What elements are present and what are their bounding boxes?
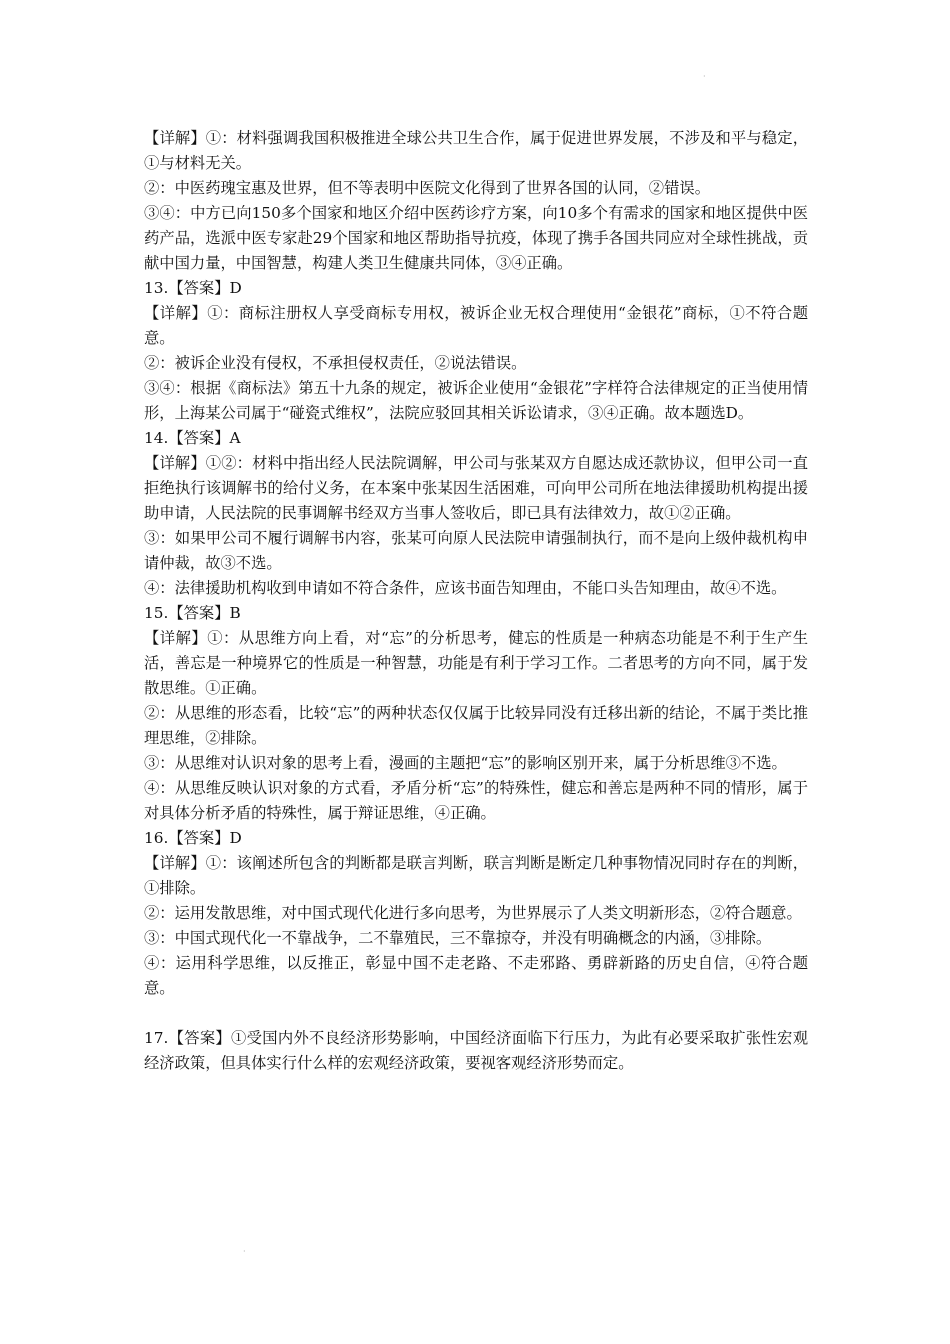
- q15-detail-1: 【详解】①：从思维方向上看，对“忘”的分析思考，健忘的性质是一种病态功能是不利于生产生活，善忘是一种境界它的性质是一种智慧，功能是有利于学习工作。二者思考的方向不同，属于发散思维。①正确。: [144, 629, 808, 697]
- q17-answer: 17.【答案】①受国内外不良经济形势影响，中国经济面临下行压力，为此有必要采取扩张性宏观经济政策，但具体实行什么样的宏观经济政策，要视客观经济形势而定。: [144, 1029, 808, 1072]
- q14-detail-2: ③：如果甲公司不履行调解书内容，张某可向原人民法院申请强制执行，而不是向上级仲裁机构申请仲裁，故③不选。: [144, 529, 808, 572]
- q15-answer: 15.【答案】B: [144, 604, 241, 622]
- q14-answer: 14.【答案】A: [144, 429, 241, 447]
- q16-detail-4: ④：运用科学思维，以反推正，彰显中国不走老路、不走邪路、勇辟新路的历史自信，④符合题意。: [144, 954, 808, 997]
- q13-detail-1: 【详解】①：商标注册权人享受商标专用权，被诉企业无权合理使用“金银花”商标，①不符合题意。: [144, 304, 808, 347]
- q12-detail-1: 【详解】①：材料强调我国积极推进全球公共卫生合作，属于促进世界发展，不涉及和平与稳定，①与材料无关。: [144, 129, 808, 172]
- q14-detail-1: 【详解】①②：材料中指出经人民法院调解，甲公司与张某双方自愿达成还款协议，但甲公司一直拒绝执行该调解书的给付义务，在本案中张某因生活困难，可向甲公司所在地法律援助机构提出援助申请，人民法院的民事调解书经双方当事人签收后，即已具有法律效力，故①②正确。: [144, 454, 808, 522]
- q15-detail-3: ③：从思维对认识对象的思考上看，漫画的主题把“忘”的影响区别开来，属于分析思维③不选。: [144, 754, 787, 772]
- q12-detail-3: ③④：中方已向150多个国家和地区介绍中医药诊疗方案，向10多个有需求的国家和地区提供中医药产品，选派中医专家赴29个国家和地区帮助指导抗疫，体现了携手各国共同应对全球性挑战，贡献中国力量，中国智慧，构建人类卫生健康共同体，③④正确。: [144, 204, 808, 272]
- q13-detail-2: ②：被诉企业没有侵权，不承担侵权责任，②说法错误。: [144, 354, 527, 372]
- bottom-dot-mark: ·: [243, 1247, 246, 1256]
- answer-explanations: [144, 126, 808, 1076]
- q16-detail-3: ③：中国式现代化一不靠战争，二不靠殖民，三不靠掠夺，并没有明确概念的内涵，③排除。: [144, 929, 772, 947]
- blank-line: [144, 1001, 808, 1026]
- q16-answer: 16.【答案】D: [144, 829, 242, 847]
- top-dot-mark: ·: [703, 72, 706, 81]
- q16-detail-2: ②：运用发散思维，对中国式现代化进行多向思考，为世界展示了人类文明新形态，②符合题意。: [144, 904, 802, 922]
- q15-detail-4: ④：从思维反映认识对象的方式看，矛盾分析“忘”的特殊性，健忘和善忘是两种不同的情形，属于对具体分析矛盾的特殊性，属于辩证思维，④正确。: [144, 779, 808, 822]
- q14-detail-3: ④：法律援助机构收到申请如不符合条件，应该书面告知理由，不能口头告知理由，故④不选。: [144, 579, 787, 597]
- q15-detail-2: ②：从思维的形态看，比较“忘”的两种状态仅仅属于比较异同没有迁移出新的结论，不属于类比推理思维，②排除。: [144, 704, 808, 747]
- q13-answer: 13.【答案】D: [144, 279, 242, 297]
- q16-detail-1: 【详解】①：该阐述所包含的判断都是联言判断，联言判断是断定几种事物情况同时存在的判断，①排除。: [144, 854, 808, 897]
- q13-detail-3: ③④：根据《商标法》第五十九条的规定，被诉企业使用“金银花”字样符合法律规定的正当使用情形，上海某公司属于“碰瓷式维权”，法院应驳回其相关诉讼请求，③④正确。故本题选D。: [144, 379, 808, 422]
- q12-detail-2: ②：中医药瑰宝惠及世界，但不等表明中医院文化得到了世界各国的认同，②错误。: [144, 179, 710, 197]
